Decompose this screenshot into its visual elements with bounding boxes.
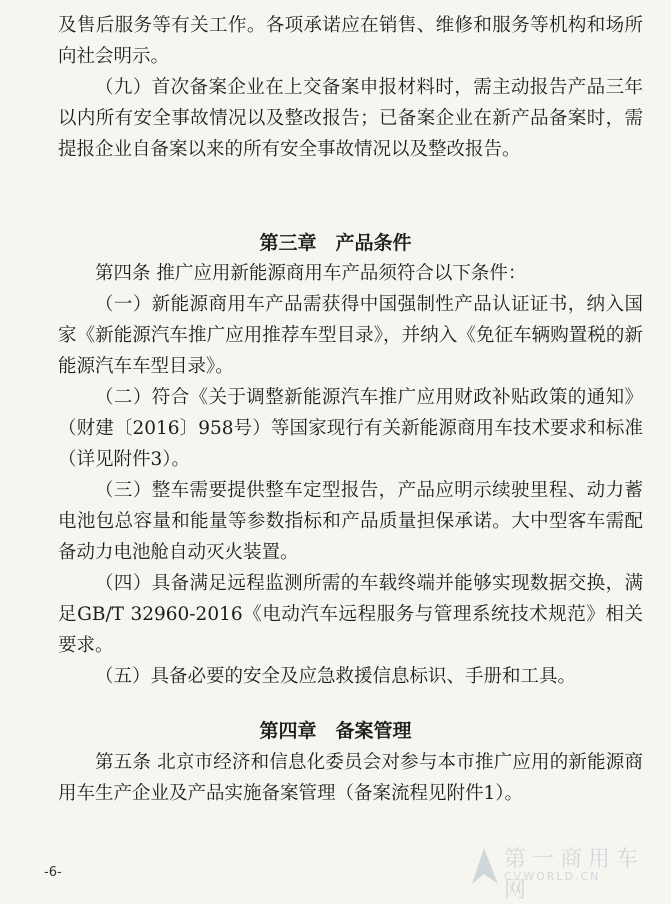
paragraph-continuation: 及售后服务等有关工作。各项承诺应在销售、维修和服务等机构和场所向社会明示。 [58, 15, 643, 67]
paragraph-item-9: （九）首次备案企业在上交备案申报材料时，需主动报告产品三年以内所有安全事故情况以及整改报告；已备案企业在新产品备案时，需提报企业自备案以来的所有安全事故情况以及整改报告。 [58, 77, 643, 160]
chapter-3-heading: 第三章 产品条件 [259, 232, 412, 254]
condition-item-5: （五）具备必要的安全及应急救援信息标识、手册和工具。 [95, 666, 577, 687]
condition-item-2: （二）符合《关于调整新能源汽车推广应用财政补贴政策的通知》（财建〔2016〕958号）等国家现行有关新能源商用车技术要求和标准（详见附件3）。 [58, 387, 643, 470]
watermark-en: CVWORLD.CN [504, 870, 601, 883]
watermark-logo-icon [470, 846, 500, 886]
watermark-cn: 第一商用车网 [504, 847, 645, 903]
page-number: -6- [44, 865, 62, 880]
site-watermark [470, 842, 665, 903]
chapter-4-heading: 第四章 备案管理 [259, 720, 412, 742]
condition-item-1: （一）新能源商用车产品需获得中国强制性产品认证证书，纳入国家《新能源汽车推广应用推荐车型目录》，并纳入《免征车辆购置税的新能源汽车车型目录》。 [58, 294, 643, 377]
condition-item-3: （三）整车需要提供整车定型报告，产品应明示续驶里程、动力蓄电池包总容量和能量等参数指标和产品质量担保承诺。大中型客车需配备动力电池舱自动灭火装置。 [58, 480, 643, 563]
article-4: 第四条 推广应用新能源商用车产品须符合以下条件： [95, 263, 527, 284]
article-5: 第五条 北京市经济和信息化委员会对参与本市推广应用的新能源商用车生产企业及产品实施备案管理（备案流程见附件1）。 [58, 752, 643, 804]
condition-item-4: （四）具备满足远程监测所需的车载终端并能够实现数据交换，满足GB/T 32960-2016《电动汽车远程服务与管理系统技术规范》相关要求。 [58, 573, 643, 656]
